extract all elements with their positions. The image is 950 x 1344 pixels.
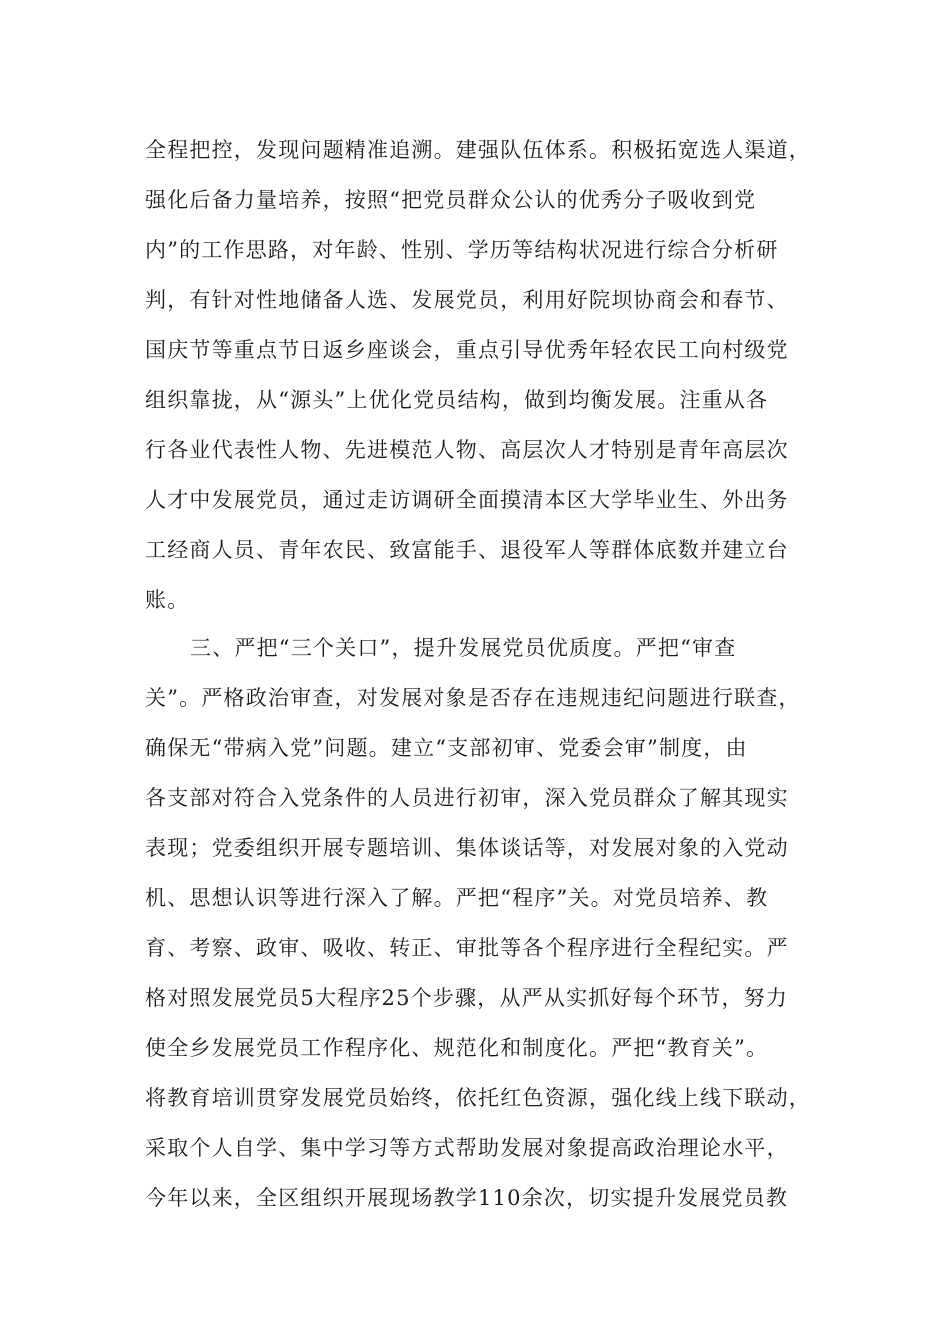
text-line: 使全乡发展党员工作程序化、规范化和制度化。严把“教育关”。 [145, 1036, 769, 1060]
text-line: 判，有针对性地储备人选、发展党员，利用好院坝协商会和春节、 [145, 288, 789, 312]
text-line: 国庆节等重点节日返乡座谈会，重点引导优秀年轻农民工向村级党 [145, 338, 789, 362]
text-line: 强化后备力量培养，按照“把党员群众公认的优秀分子吸收到党 [145, 188, 757, 212]
text-line: 内”的工作思路，对年龄、性别、学历等结构状况进行综合分析研 [145, 238, 779, 262]
text-line: 今年以来，全区组织开展现场教学110余次，切实提升发展党员教 [145, 1186, 789, 1210]
text-line: 格对照发展党员5大程序25个步骤，从严从实抓好每个环节，努力 [145, 986, 789, 1010]
text-line: 行各业代表性人物、先进模范人物、高层次人才特别是青年高层次 [145, 438, 789, 462]
text-line: 机、思想认识等进行深入了解。严把“程序”关。对党员培养、教 [145, 886, 769, 910]
text-line: 全程把控，发现问题精准追溯。建强队伍体系。积极拓宽选人渠道， [145, 138, 811, 162]
text-line: 人才中发展党员，通过走访调研全面摸清本区大学毕业生、外出务 [145, 488, 789, 512]
section-heading-line: 三、严把“三个关口”，提升发展党员优质度。严把“审查 [190, 636, 737, 660]
text-line: 工经商人员、青年农民、致富能手、退役军人等群体底数并建立台 [145, 538, 789, 562]
text-line: 组织靠拢，从“源头”上优化党员结构，做到均衡发展。注重从各 [145, 388, 769, 412]
text-line: 表现；党委组织开展专题培训、集体谈话等，对发展对象的入党动 [145, 836, 789, 860]
text-line: 将教育培训贯穿发展党员始终，依托红色资源，强化线上线下联动， [145, 1086, 811, 1110]
text-line: 确保无“带病入党”问题。建立“支部初审、党委会审”制度，由 [145, 736, 748, 760]
text-line: 关”。严格政治审查，对发展对象是否存在违规违纪问题进行联查， [145, 686, 801, 710]
text-line: 账。 [145, 588, 190, 612]
text-line: 采取个人自学、集中学习等方式帮助发展对象提高政治理论水平， [145, 1136, 789, 1160]
text-line: 各支部对符合入党条件的人员进行初审，深入党员群众了解其现实 [145, 786, 789, 810]
text-line: 育、考察、政审、吸收、转正、审批等各个程序进行全程纪实。严 [145, 936, 789, 960]
